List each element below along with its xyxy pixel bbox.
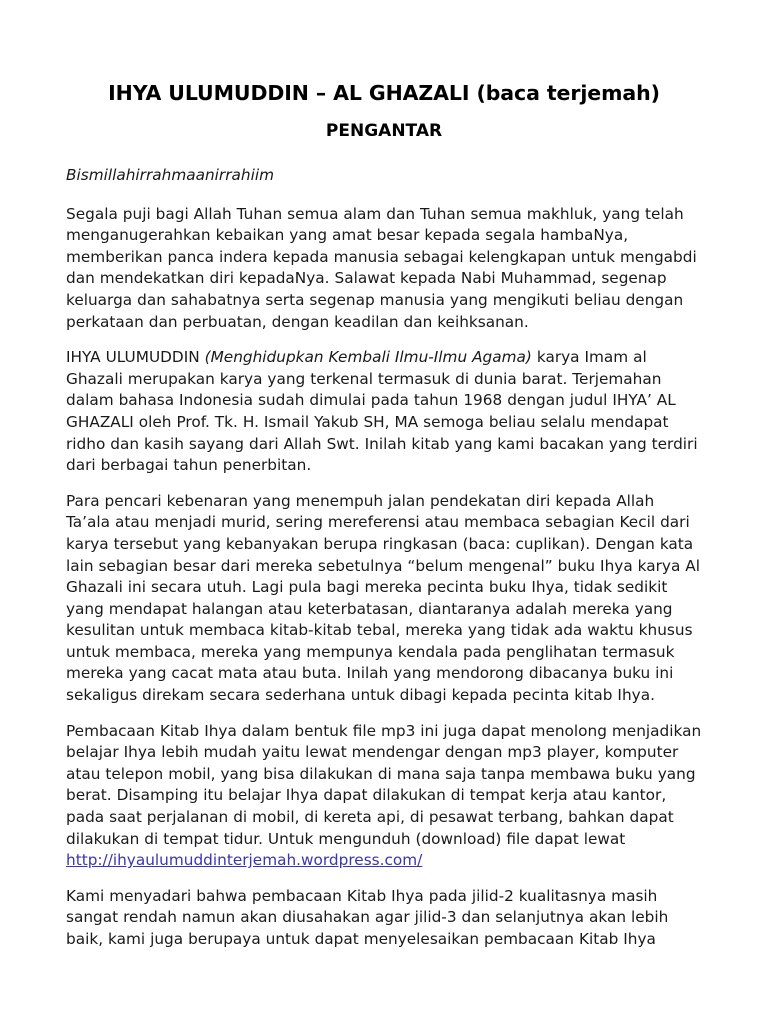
paragraph-seekers: Para pencari kebenaran yang menempuh jalan pendekatan diri kepada Allah Ta’ala atau menjadi murid, sering mereferensi atau membaca sebagian Kecil dari karya tersebut yang kebanyakan berupa ringkasan (baca: cuplikan). Dengan kata lain sebagian besar dari mereka sebetulnya “belum mengenal” buku Ihya karya Al Ghazali ini secara utuh. Lagi pula bagi mereka pecinta buku Ihya, tidak sedikit yang mendapat halangan atau keterbatasan, diantaranya adalah mereka yang kesulitan untuk membaca kitab-kitab tebal, mereka yang tidak ada waktu khusus untuk membaca, mereka yang mempunya kendala pada penglihatan termasuk mereka yang cacat mata atau buta. Inilah yang mendorong dibacanya buku ini sekaligus direkam secara sederhana untuk dibagi kepada pecinta kitab Ihya. <box>66 491 701 705</box>
paragraph-praise: Segala puji bagi Allah Tuhan semua alam dan Tuhan semua makhluk, yang telah menganugerahkan kebaikan yang amat besar kepada segala hambaNya, memberikan panca indera kepada manusia sebagai kelengkapan untuk mengabdi dan mendekatkan diri kepadaNya. Salawat kepada Nabi Muhammad, segenap keluarga dan sahabatnya serta segenap manusia yang mengikuti beliau dengan perkataan dan perbuatan, dengan keadilan dan keihksanan. <box>66 204 697 331</box>
paragraph-mp3 <box>66 707 702 872</box>
paragraph-quality-note: Kami menyadari bahwa pembacaan Kitab Ihya pada jilid-2 kualitasnya masih sangat rendah namun akan diusahakan agar jilid-3 dan selanjutnya akan lebih baik, kami juga berupaya untuk dapat menyelesaikan pembacaan Kitab Ihya <box>66 886 669 948</box>
section-heading-pengantar: PENGANTAR <box>325 120 443 141</box>
document-body <box>66 0 702 951</box>
basmalah-line: Bismillahirrahmaanirrahiim <box>66 165 274 184</box>
paragraph-about-book-lead: IHYA ULUMUDDIN <box>66 348 205 367</box>
book-subtitle-italic: (Menghidupkan Kembali Ilmu-Ilmu Agama) <box>204 348 532 367</box>
page-title: IHYA ULUMUDDIN – AL GHAZALI (baca terjemah) <box>108 81 660 105</box>
paragraph-about-book <box>66 333 702 477</box>
paragraph-mp3-text: Pembacaan Kitab Ihya dalam bentuk file mp3 ini juga dapat menolong menjadikan belajar Ihya lebih mudah yaitu lewat mendengar dengan mp3 player, komputer atau telepon mobil, yang bisa dilakukan di mana saja tanpa membawa buku yang berat. Disamping itu belajar Ihya dapat dilakukan di tempat kerja atau kantor, pada saat perjalanan di mobil, di kereta api, di pesawat terbang, bahkan dapat dilakukan di tempat tidur. Untuk mengunduh (download) file dapat lewat <box>66 721 702 848</box>
paragraph-about-book-rest: karya Imam al Ghazali merupakan karya yang terkenal termasuk di dunia barat. Terjemahan dalam bahasa Indonesia sudah dimulai pada tahun 1968 dengan judul IHYA’ AL GHAZALI oleh Prof. Tk. H. Ismail Yakub SH, MA semoga beliau selalu mendapat ridho dan kasih sayang dari Allah Swt. Inilah kitab yang kami bacakan yang terdiri dari berbagai tahun penerbitan. <box>66 348 698 475</box>
download-link[interactable]: http://ihyaulumuddinterjemah.wordpress.com/ <box>66 851 423 870</box>
